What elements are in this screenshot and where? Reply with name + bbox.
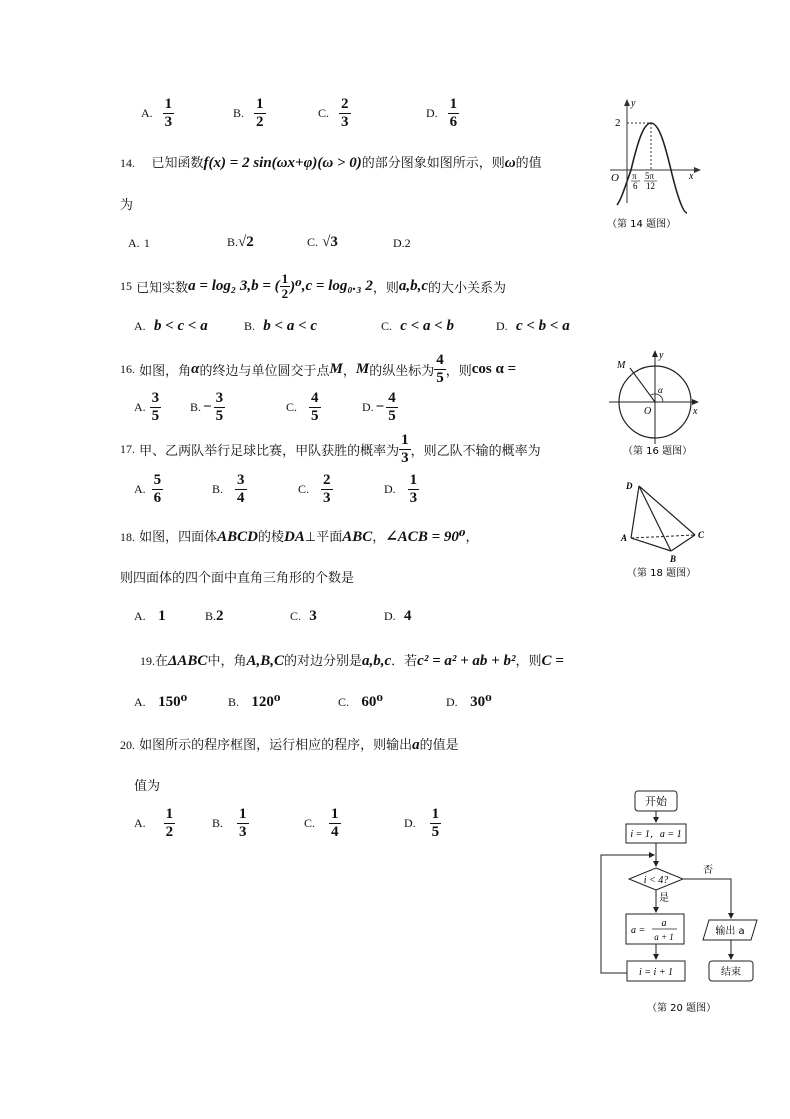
q14-stem: 14. 已知函数f(x) = 2 sin(ωx+φ)(ω > 0)的部分图象如图所示，则ω的值 <box>120 155 542 171</box>
q19-stem: 19.在ΔABC中，角A,B,C的对边分别是a,b,c．若c² = a² + ab + b²，则C = <box>140 653 564 669</box>
flow-init-label: i = 1，a = 1 <box>630 829 682 840</box>
q15-option-d: D. c < b < a <box>496 318 570 334</box>
q14-stem-line2: 为 <box>120 198 134 213</box>
q18-label-A: A <box>621 533 628 543</box>
flow-incr-label: i = i + 1 <box>638 967 674 978</box>
q14-x-tick2-den: 12 <box>646 181 655 191</box>
q16-y-arrow <box>652 350 658 357</box>
q20-option-c: C. $\frac{1}{4}$ <box>304 806 339 840</box>
q13-option-d-fraction: $\frac{1}{6}$ <box>449 96 458 130</box>
q16-option-d: D. − $\frac{4}{5}$ <box>362 390 396 424</box>
q14-option-d: D.2 <box>393 236 411 250</box>
q18-figure <box>615 478 710 583</box>
q16-angle-arc <box>651 394 663 402</box>
q19-option-d: D. 30⁰ <box>446 694 492 710</box>
q18-edge-DB <box>639 486 671 551</box>
q19-option-a: A. 150⁰ <box>134 694 188 710</box>
q16-terminal-side <box>630 368 655 402</box>
q19-option-c: C. 60⁰ <box>338 694 383 710</box>
q14-x-tick1-num: π <box>632 171 637 181</box>
q16-y-label: y <box>659 350 664 361</box>
q20-option-a: A. $\frac{1}{2}$ <box>134 806 174 840</box>
q16-option-a: A. $\frac{3}{5}$ <box>134 390 160 424</box>
q13-option-c: C. $\frac{2}{3}$ <box>318 96 349 130</box>
flow-decision-label: i < 4? <box>643 875 669 886</box>
q20-stem-line2: 值为 <box>134 779 161 794</box>
q13-option-a: A. $\frac{1}{3}$ <box>141 96 173 130</box>
q18-stem-line2: 则四面体的四个面中直角三角形的个数是 <box>120 571 355 586</box>
flow-no-branch <box>683 879 731 918</box>
q18-label-C: C <box>698 530 705 540</box>
q15-option-b: B. b < a < c <box>244 318 318 334</box>
q14-option-c: C. √3 <box>307 234 338 250</box>
q19-option-b: B. 120⁰ <box>228 694 281 710</box>
q16-figure <box>605 348 705 463</box>
q13-option-b-fraction: $\frac{1}{2}$ <box>256 96 264 130</box>
q17-stem: 17. 甲、乙两队举行足球比赛，甲队获胜的概率为 $\frac{1}{3}$ ，则乙队不输的概率为 <box>120 432 541 466</box>
q13-option-a-fraction: $\frac{1}{3}$ <box>164 96 173 130</box>
q13-option-d: D. $\frac{1}{6}$ <box>426 96 458 130</box>
q14-origin: O <box>611 172 619 184</box>
q16-angle-label: α <box>658 385 663 395</box>
flow-assign-den: a + 1 <box>654 932 674 942</box>
q18-edge-DA <box>631 486 639 538</box>
q15-option-c: C. c < a < b <box>381 318 455 334</box>
q16-stem-fraction: $\frac{4}{5}$ <box>436 352 444 386</box>
flow-caption: （第 20 题图） <box>647 1003 717 1014</box>
q17-stem-fraction: $\frac{1}{3}$ <box>401 432 409 466</box>
q20-option-d: D. $\frac{1}{5}$ <box>404 806 440 840</box>
flow-output-label: 输出 a <box>715 926 745 937</box>
q16-option-b: B. − $\frac{3}{5}$ <box>190 390 224 424</box>
q17-option-c: C. $\frac{2}{3}$ <box>298 472 331 506</box>
q14-y-label: y <box>631 98 636 109</box>
q17-option-d: D. $\frac{1}{3}$ <box>384 472 418 506</box>
q14-option-b: B.√2 <box>227 234 254 250</box>
q18-option-c: C. 3 <box>290 608 317 624</box>
q18-option-b: B.2 <box>205 608 224 624</box>
q14-x-tick2-num: 5π <box>645 171 655 181</box>
q20-stem: 20. 如图所示的程序框图，运行相应的程序，则输出a的值是 <box>120 737 459 753</box>
q18-edge-DC <box>639 486 695 535</box>
q14-x-label: x <box>689 171 694 182</box>
flow-start-label: 开始 <box>645 795 667 808</box>
q13-option-c-fraction: $\frac{2}{3}$ <box>341 96 349 130</box>
q14-formula: f(x) = 2 sin(ωx+φ)(ω > 0) <box>203 155 362 171</box>
flow-end-label: 结束 <box>721 967 741 978</box>
q18-label-B: B <box>670 554 677 564</box>
q16-caption: （第 16 题图） <box>623 446 693 457</box>
q15-stem: 15 已知实数 a = log₂ 3 , b = ( $\frac{1}{2}$ )⁰ , c = log₀.₃ 2 ，则 a,b,c 的大小关系为 <box>120 271 507 301</box>
q14-caption: （第 14 题图） <box>607 219 677 230</box>
q14-x-arrow <box>694 167 701 173</box>
q18-label-D: D <box>626 481 633 491</box>
q16-stem: 16. 如图，角 α 的终边与单位圆交于点 M ， M 的纵坐标为 $\frac{4}{5}$ ，则 cos α = <box>120 352 517 386</box>
flow-assign-num: a <box>661 918 667 929</box>
q15-b-fraction: $\frac{1}{2}$ <box>281 271 289 301</box>
flow-yes-label: 是 <box>659 893 669 904</box>
q14-y-arrow <box>624 99 630 106</box>
flow-assign-lhs: a = <box>631 925 646 936</box>
q14-x-tick1-den: 6 <box>633 181 638 191</box>
q14-figure <box>605 95 705 245</box>
q13-option-b: B. $\frac{1}{2}$ <box>233 96 264 130</box>
q15-option-a: A. b < c < a <box>134 318 208 334</box>
q16-origin: O <box>644 406 652 417</box>
q18-option-d: D. 4 <box>384 608 412 624</box>
q16-point-label: M <box>617 360 626 371</box>
q18-stem: 18. 如图，四面体ABCD的棱DA⊥平面ABC，∠ACB = 90⁰， <box>120 529 479 545</box>
q17-option-b: B. $\frac{3}{4}$ <box>212 472 245 506</box>
flow-no-label: 否 <box>703 865 713 876</box>
q16-option-c: C. $\frac{4}{5}$ <box>286 390 319 424</box>
q18-edge-BC <box>671 535 695 551</box>
q17-option-a: A. $\frac{5}{6}$ <box>134 472 162 506</box>
q20-flowchart <box>595 785 765 1020</box>
q18-option-a: A. 1 <box>134 608 166 624</box>
q14-y-tick: 2 <box>615 117 621 129</box>
q14-option-a: A. 1 <box>128 236 150 250</box>
q16-x-arrow <box>692 399 699 405</box>
q18-caption: （第 18 题图） <box>627 568 697 579</box>
q16-x-label: x <box>693 406 698 417</box>
q20-option-b: B. $\frac{1}{3}$ <box>212 806 247 840</box>
